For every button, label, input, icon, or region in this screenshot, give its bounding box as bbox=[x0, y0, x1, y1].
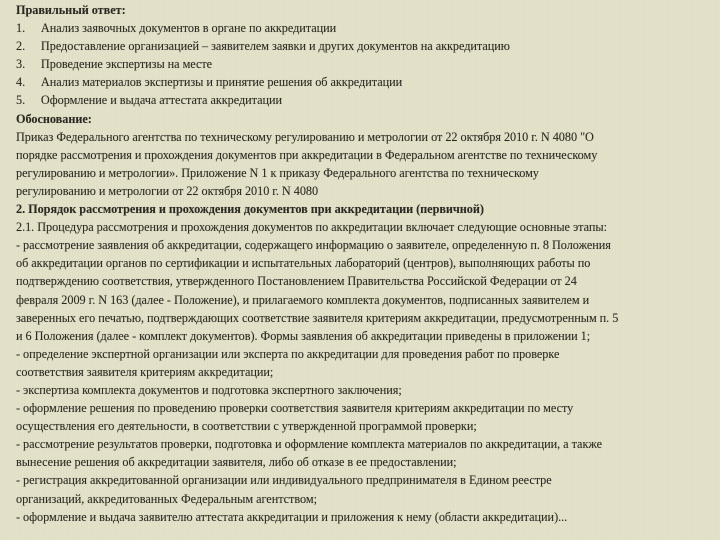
answer-item-number: 1. bbox=[16, 21, 26, 36]
section-line: - рассмотрение заявления об аккредитации, содержащего информацию о заявителе, определенную п. 8 Положения bbox=[16, 238, 611, 253]
answer-item bbox=[16, 37, 712, 55]
answer-item-text: Проведение экспертизы на месте bbox=[40, 57, 213, 72]
section-line: об аккредитации органов по сертификации и испытательных лабораторий (центров), выполняющих работы по bbox=[16, 256, 591, 271]
section-line: и 6 Положения (далее - комплект документов). Формы заявления об аккредитации приведены в приложении 1; bbox=[16, 328, 591, 343]
justification-line: Приказ Федерального агентства по техническому регулированию и метрологии от 22 октября 2010 г. N 4080 "О bbox=[16, 129, 594, 144]
section-line: осуществления его деятельности, в соответствии с утвержденной программой проверки; bbox=[16, 419, 477, 434]
section-line: - экспертиза комплекта документов и подготовка экспертного заключения; bbox=[16, 382, 402, 397]
section-line: вынесение решения об аккредитации заявителя, либо об отказе в ее предоставлении; bbox=[16, 455, 457, 470]
justification-paragraph bbox=[16, 128, 714, 200]
section-heading: 2. Порядок рассмотрения и прохождения документов при аккредитации (первичной) bbox=[16, 202, 484, 217]
answer-item-number: 3. bbox=[16, 57, 26, 72]
section-line: подтверждению соответствия, утвержденного Постановлением Правительства Российской Федерации от 24 bbox=[16, 274, 577, 289]
justification-line: порядке рассмотрения и прохождения документов при аккредитации в Федеральном агентстве по техническому bbox=[16, 147, 598, 162]
answer-item bbox=[16, 91, 712, 109]
section-line: - определение экспертной организации или эксперта по аккредитации для проведения работ по проверке bbox=[16, 346, 560, 361]
answer-item-number: 4. bbox=[16, 75, 26, 90]
justification-line: регулированию и метрологии от 22 октября 2010 г. N 4080 bbox=[16, 183, 319, 198]
section-line: заверенных его печатью, подтверждающих соответствие заявителя критериям аккредитации, предусмотренным п. 5 bbox=[16, 310, 619, 325]
answer-item-text: Анализ материалов экспертизы и принятие решения об аккредитации bbox=[40, 75, 403, 90]
section-line: - оформление и выдача заявителю аттестата аккредитации и приложения к нему (области аккредитации)... bbox=[16, 509, 568, 524]
section-line: 2.1. Процедура рассмотрения и прохождения документов по аккредитации включает следующие основные этапы: bbox=[16, 220, 607, 235]
answer-item bbox=[16, 55, 712, 73]
section-line: - регистрация аккредитованной организации или индивидуального предпринимателя в Едином реестре bbox=[16, 473, 552, 488]
answer-item-text: Оформление и выдача аттестата аккредитации bbox=[40, 93, 283, 108]
justification-line: регулированию и метрологии». Приложение N 1 к приказу Федерального агентства по техническому bbox=[16, 165, 539, 180]
answer-item-text: Анализ заявочных документов в органе по аккредитации bbox=[40, 21, 337, 36]
answer-item-text: Предоставление организацией – заявителем заявки и других документов на аккредитацию bbox=[40, 39, 510, 54]
answer-heading: Правильный ответ: bbox=[16, 3, 126, 17]
section-line: февраля 2009 г. N 163 (далее - Положение), и прилагаемого комплекта документов, подписанных заявителем и bbox=[16, 292, 590, 307]
section-line: - рассмотрение результатов проверки, подготовка и оформление комплекта материалов по аккредитации, а также bbox=[16, 437, 603, 452]
section-body bbox=[16, 218, 714, 526]
section-line: - оформление решения по проведению проверки соответствия заявителя критериям аккредитации по месту bbox=[16, 401, 574, 416]
section-line: организаций, аккредитованных Федеральным агентством; bbox=[16, 491, 317, 506]
section-line: соответствия заявителя критериям аккредитации; bbox=[16, 364, 274, 379]
answer-item-number: 5. bbox=[16, 93, 26, 108]
answer-list bbox=[16, 19, 714, 109]
answer-item bbox=[16, 73, 712, 91]
answer-item bbox=[16, 19, 712, 37]
justification-heading: Обоснование: bbox=[16, 111, 92, 126]
answer-item-number: 2. bbox=[16, 39, 26, 54]
